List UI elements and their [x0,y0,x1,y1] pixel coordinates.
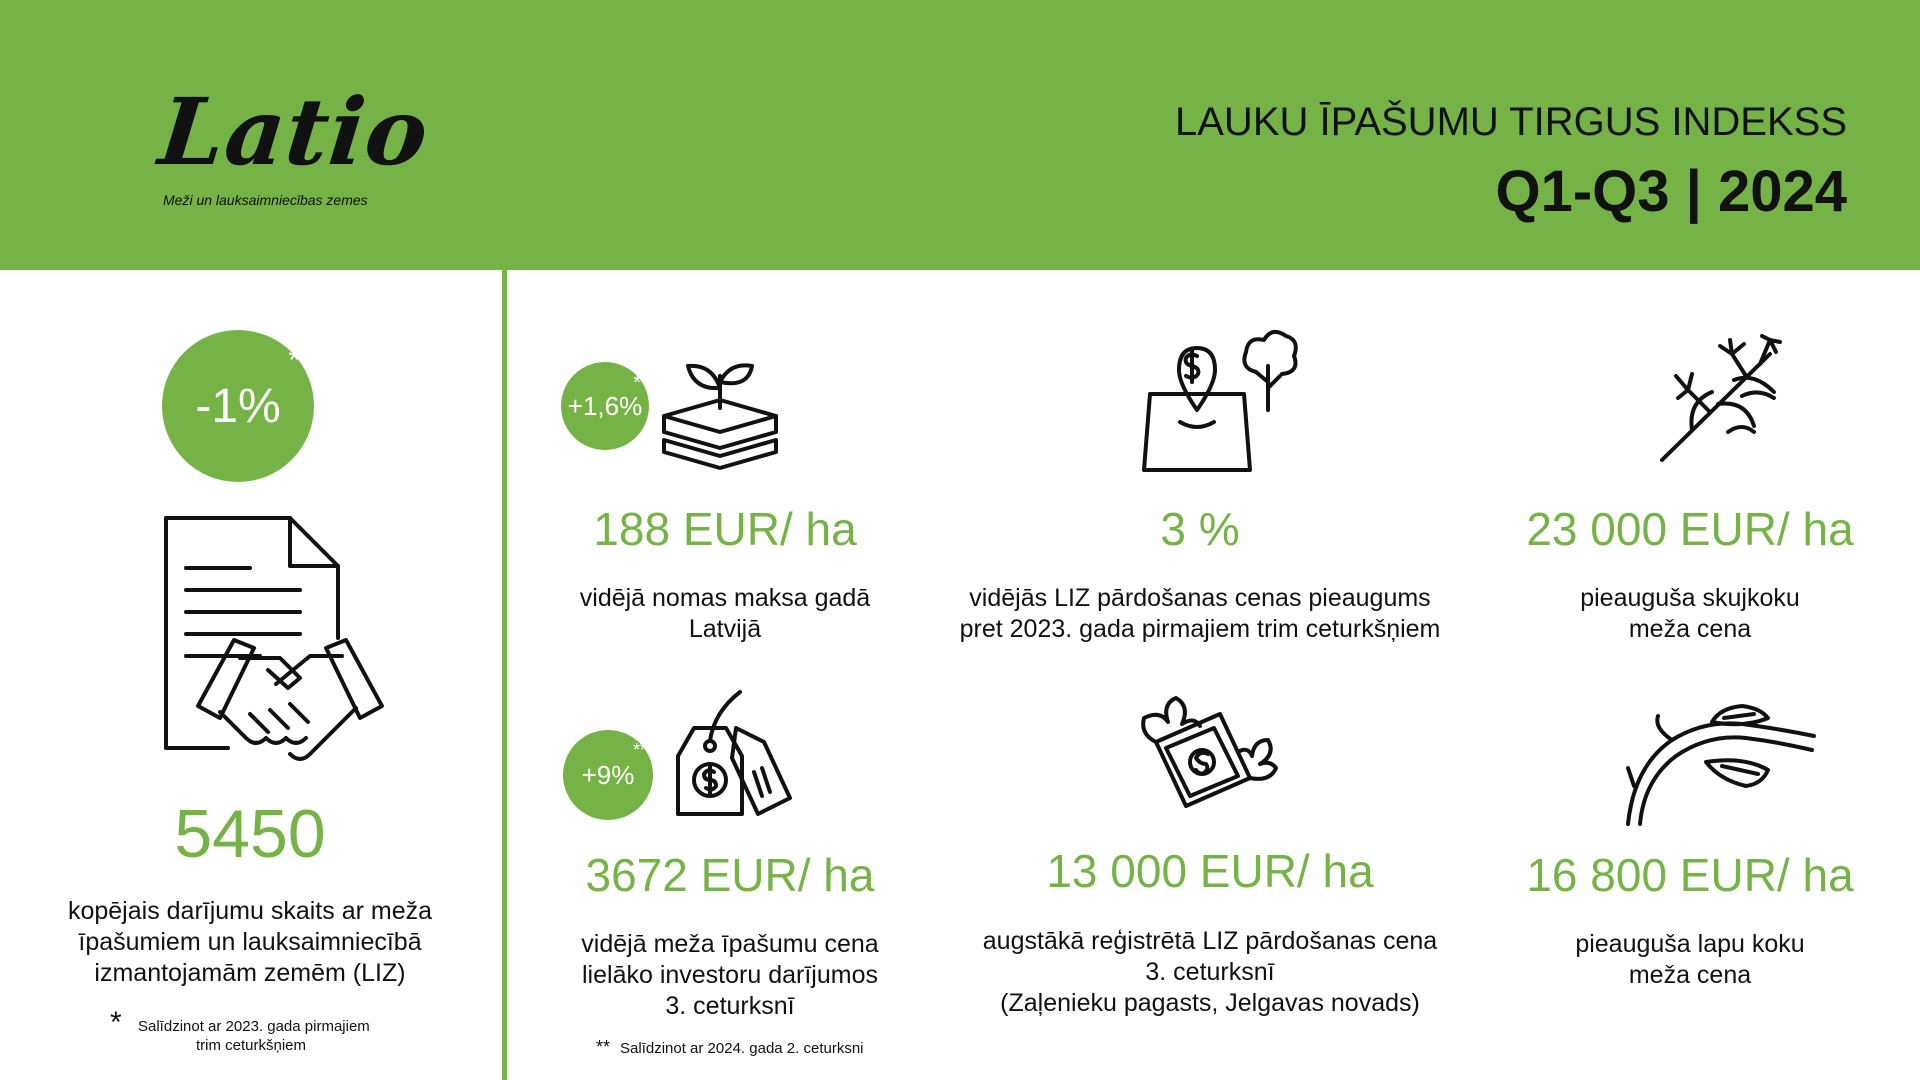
price-tags-icon [670,688,794,824]
description-line: meža cena [1628,615,1752,643]
description-line: 3. ceturksnī [665,992,795,1020]
forest-change-mark: ** [632,740,647,760]
change-badge [162,330,314,482]
rent-change-mark: * [633,372,641,394]
conifer-value: 23 000 EUR/ ha [1526,503,1854,555]
conifer-branch-icon [1658,336,1788,466]
description-line: pret 2023. gada pirmajiem trim ceturkšņiem [959,615,1441,643]
deciduous-value: 16 800 EUR/ ha [1526,849,1854,901]
rent-description [530,583,920,645]
conifer-description [1480,583,1900,645]
price-growth-description [930,583,1470,645]
period-label: Q1-Q3 | 2024 [1495,159,1847,224]
total-deals-description [40,896,460,989]
leaf-branch-icon [1624,700,1820,830]
description-line: (Zaļenieku pagasts, Jelgavas novads) [1000,989,1420,1017]
description-line: meža cena [1628,961,1752,989]
description-line: vidējās LIZ pārdošanas cenas pieaugums [969,584,1431,612]
forest-value: 3672 EUR/ ha [585,849,875,901]
description-line: īpašumiem un lauksaimniecībā [78,928,422,956]
footnote-mark: * [110,1006,122,1039]
highest-liz-description [930,926,1490,1019]
column-divider [502,270,507,1080]
forest-footnote-mark: ** [596,1037,611,1057]
price-growth-value: 3 % [1160,503,1240,555]
forest-change-badge [563,730,653,820]
change-badge-mark: * [288,344,300,377]
description-line: pieauguša lapu koku [1575,930,1805,958]
forest-footnote [596,1038,864,1058]
description-line: izmantojamām zemēm (LIZ) [94,959,406,987]
forest-change-value: +9% [581,759,635,790]
forest-description [530,929,930,1022]
change-badge-value: -1% [195,379,281,433]
deciduous-description [1480,929,1900,991]
land-price-pin-icon [1140,326,1300,476]
forest-footnote-text: Salīdzinot ar 2024. gada 2. ceturksni [620,1040,864,1057]
logo-tagline: Meži un lauksaimniecības zemes [163,192,368,208]
sprout-box-icon [660,360,780,470]
rent-change-value: +1,6% [567,390,643,421]
description-line: vidējā meža īpašumu cena [581,930,879,958]
description-line: lielāko investoru darījumos [582,961,878,989]
description-line: vidējā nomas maksa gadā [579,584,871,612]
rent-change-badge [561,362,649,450]
flying-money-icon [1140,690,1280,810]
description-line: pieauguša skujkoku [1580,584,1800,612]
description-line: kopējais darījumu skaits ar meža [67,897,433,925]
footnote-line: trim ceturkšņiem [196,1037,307,1054]
rent-value: 188 EUR/ ha [593,503,857,555]
highest-liz-value: 13 000 EUR/ ha [1046,845,1374,897]
page-title: LAUKU ĪPAŠUMU TIRGUS INDEKSS [1175,100,1847,144]
description-line: 3. ceturksnī [1145,958,1275,986]
header-banner [0,0,1920,270]
description-line: Latvijā [688,615,762,643]
total-deals-value: 5450 [174,796,326,872]
footnote-line: Salīdzinot ar 2023. gada pirmajiem [138,1018,370,1035]
logo: Latio [154,78,434,186]
contract-handshake-icon [150,508,390,778]
description-line: augstākā reģistrētā LIZ pārdošanas cena [982,927,1438,955]
